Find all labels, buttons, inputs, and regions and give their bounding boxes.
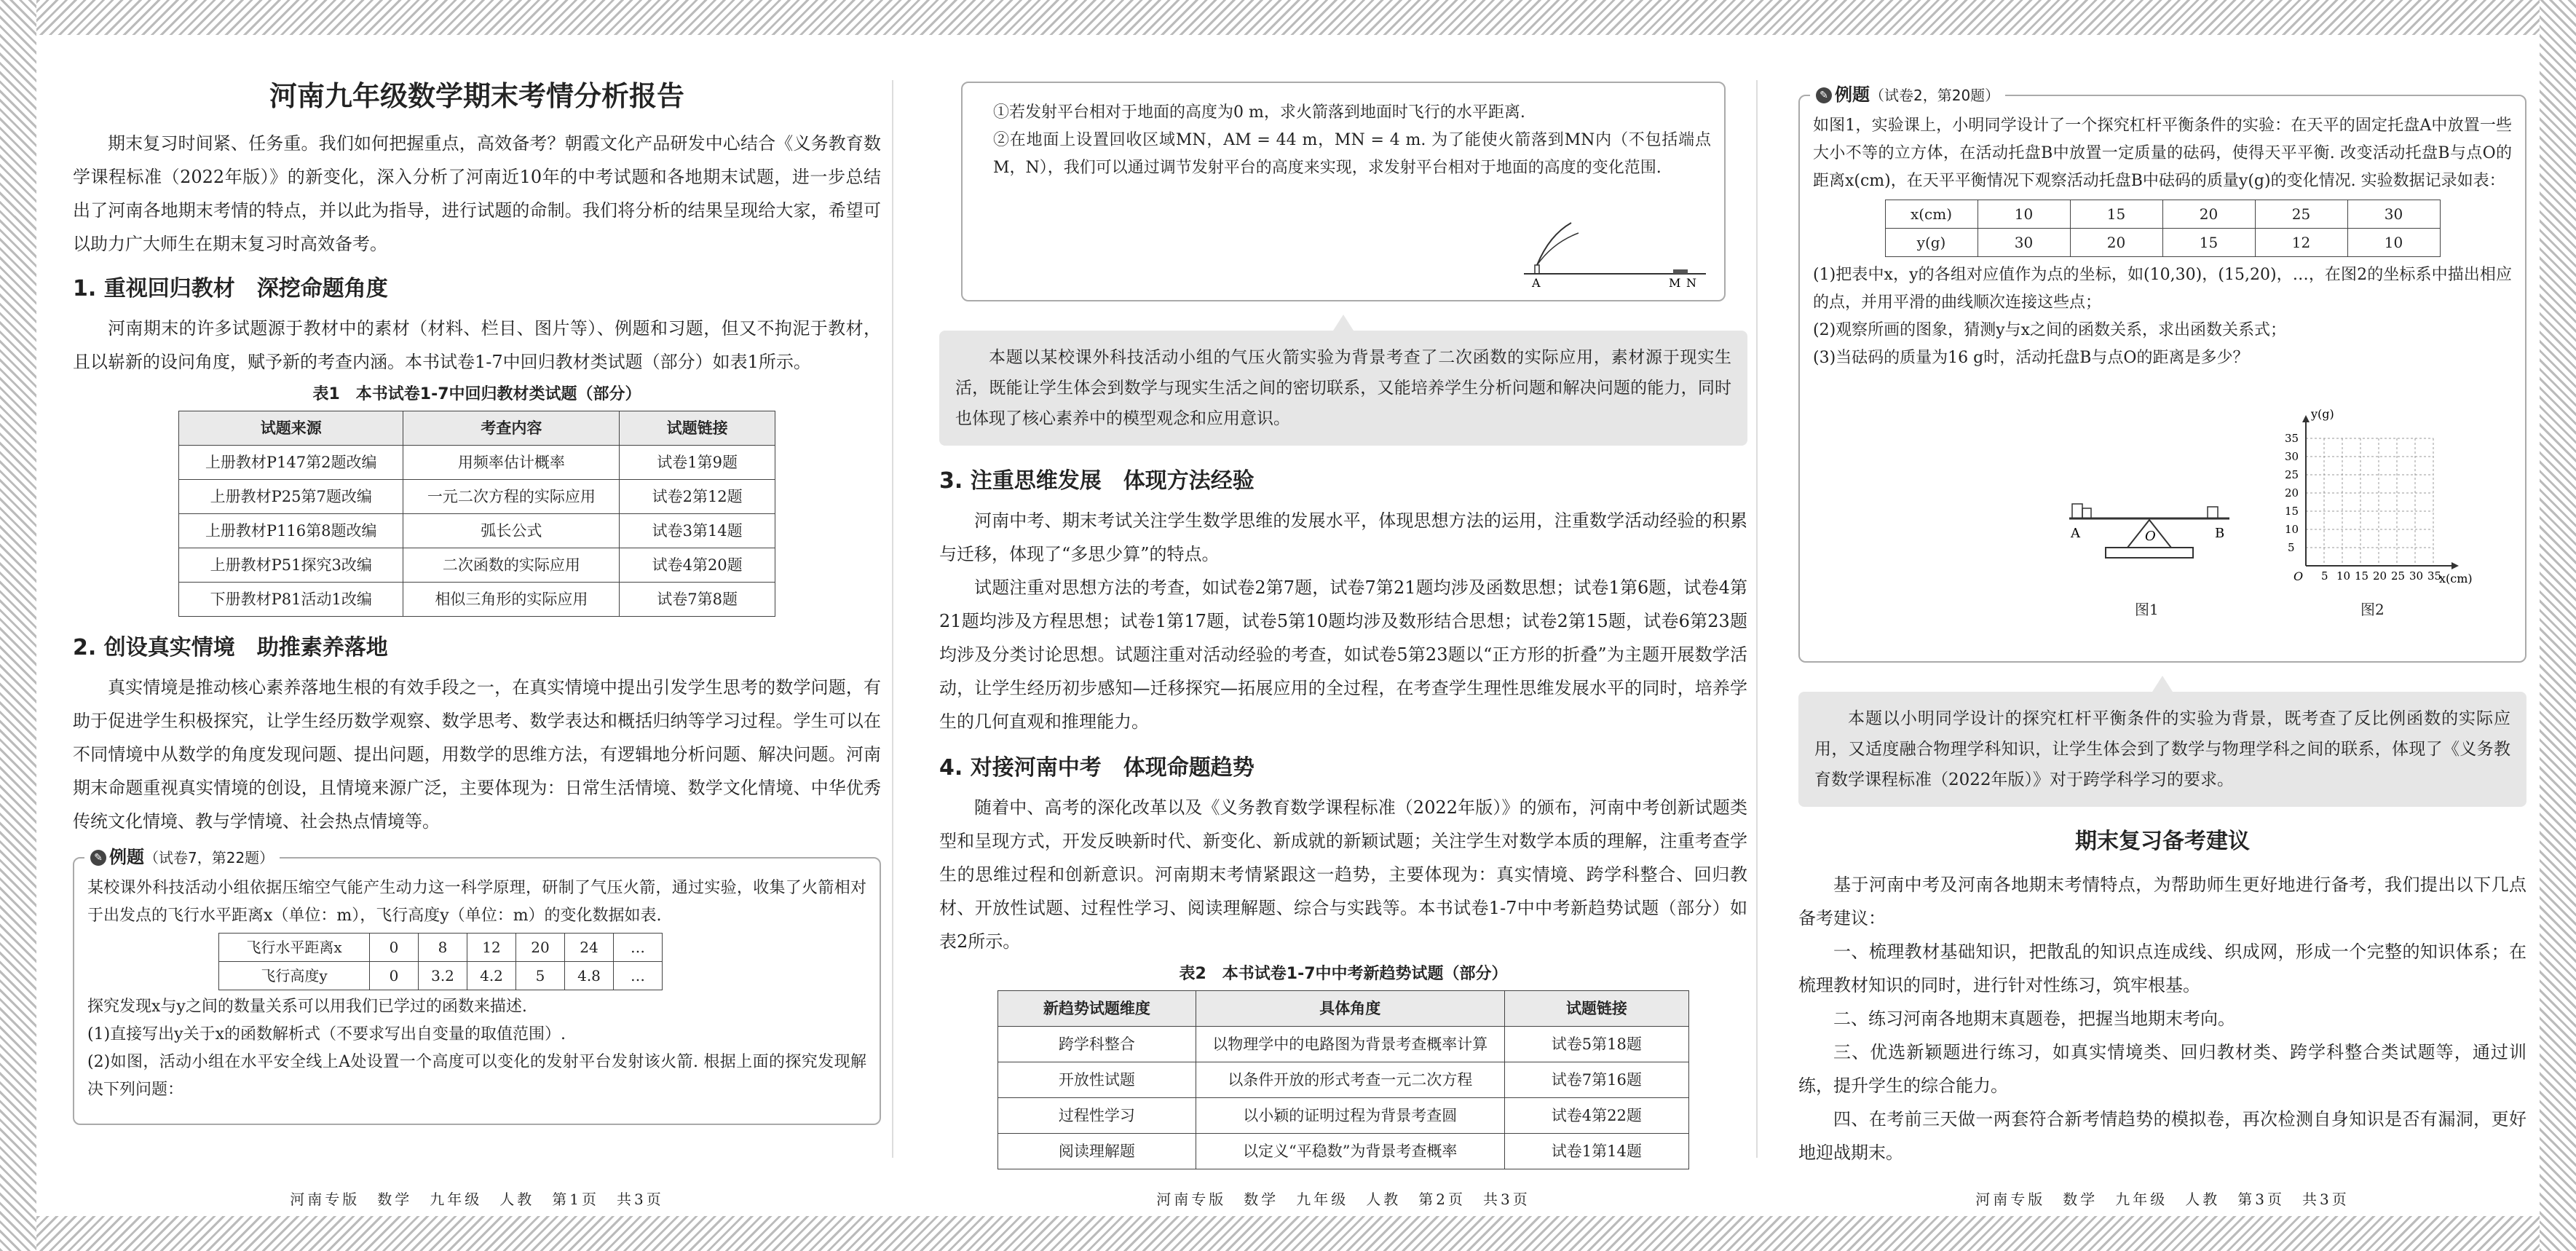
table-cell: 用频率估计概率 <box>403 446 620 480</box>
page-1-footer: 河南专版 数学 九年级 人教 第1页 共3页 <box>290 1191 664 1208</box>
example-tag <box>84 844 280 871</box>
rocket-data-table <box>218 933 663 990</box>
decorative-border-right <box>2540 0 2576 1251</box>
table-cell: 试卷1第9题 <box>620 446 775 480</box>
table-cell: 10 <box>1978 200 2070 229</box>
lever-balance-figure <box>2055 482 2244 584</box>
table-cell: 0 <box>370 934 419 962</box>
table-row <box>179 583 775 617</box>
table-cell: 4.2 <box>467 962 516 990</box>
table-cell: 上册教材P51探究3改编 <box>179 548 403 583</box>
review-advice-intro: 基于河南中考及河南各地期末考情特点，为帮助师生更好地进行备考，我们提出以下几点备考建议： <box>1798 875 2526 928</box>
example-label: 例题 <box>109 847 144 867</box>
example-icon: ✎ <box>1816 87 1832 103</box>
table-cell: 24 <box>565 934 614 962</box>
example-text: 某校课外科技活动小组依据压缩空气能产生动力这一科学原理，研制了气压火箭，通过实验，收集了火箭相对于出发点的飞行水平距离x（单位：m），飞行高度y（单位：m）的变化数据如表. <box>87 879 866 925</box>
table-cell: 飞行水平距离x <box>219 934 370 962</box>
lever-data-table <box>1885 200 2441 257</box>
table-header-row <box>998 991 1689 1027</box>
table-cell: 阅读理解题 <box>998 1134 1196 1169</box>
table-cell: 试卷4第20题 <box>620 548 775 583</box>
decorative-border-bottom <box>0 1216 2576 1251</box>
table-cell: 12 <box>2255 229 2347 257</box>
table-header: 试题来源 <box>179 411 403 446</box>
example-question-2: (2)观察所画的图象，猜测y与x之间的函数关系，求出函数关系式； <box>1813 321 2287 339</box>
decorative-border-left <box>0 0 36 1251</box>
table-1 <box>178 411 775 617</box>
table-cell: 上册教材P116第8题改编 <box>179 514 403 548</box>
review-advice-3: 三、优选新颖题进行练习，如真实情境类、回归教材类、跨学科整合类试题等，通过训练，提升学生的综合能力。 <box>1798 1042 2526 1096</box>
table-row <box>219 934 663 962</box>
example-commentary-note <box>939 331 1747 446</box>
table-cell: 以条件开放的形式考查一元二次方程 <box>1196 1062 1504 1098</box>
example-commentary-note <box>1798 692 2526 807</box>
table-row <box>219 962 663 990</box>
x-tick-label: 20 <box>2373 569 2387 583</box>
section-4-text: 随着中、高考的深化改革以及《义务教育数学课程标准（2022年版）》的颁布，河南中考创新试题类型和呈现方式，开发反映新时代、新变化、新成就的新颖试题；关注学生对数学本质的理解，注重考查学生的思维过程和创新意识。河南期末考情紧跟这一趋势，主要体现为：真实情境、跨学科整合、回归教材、开放性试题、过程性学习、阅读理解题、综合与实践等。本书试卷1-7中中考新趋势试题（部分）如表2所示。 <box>939 797 1747 952</box>
table-cell: 上册教材P25第7题改编 <box>179 480 403 514</box>
y-tick-label: 25 <box>2285 468 2299 481</box>
x-tick-label: 15 <box>2355 569 2369 583</box>
coordinate-grid-figure <box>2273 402 2492 599</box>
example-source: （试卷2，第20题） <box>1870 87 2000 104</box>
example-box-page-1 <box>73 847 881 1125</box>
table-cell: 20 <box>516 934 565 962</box>
table-cell: 下册教材P81活动1改编 <box>179 583 403 617</box>
section-3-paragraph-2: 试题注重对思想方法的考查，如试卷2第7题，试卷7第21题均涉及函数思想；试卷1第6题，试卷4第21题均涉及方程思想；试卷1第17题，试卷5第10题均涉及数形结合思想；试卷2第15题，试卷6第23题均涉及分类讨论思想。试题注重对活动经验的考查，如试卷5第23题以“正方形的折叠”为主题开展数学活动，让学生经历初步感知—迁移探究—拓展应用的全过程，在考查学生理性思维发展水平的同时，培养学生的几何直观和推理能力。 <box>939 577 1747 732</box>
trajectory-curve <box>1537 233 1579 265</box>
table-cell: 试卷4第22题 <box>1504 1098 1688 1134</box>
figure-2-caption: 图2 <box>2360 601 2385 618</box>
table-cell: 试卷2第12题 <box>620 480 775 514</box>
example-subquestion-1: ①若发射平台相对于地面的高度为0 m，求火箭落到地面时飞行的水平距离. <box>993 103 1525 122</box>
page-3 <box>1798 70 2526 1162</box>
table-cell: 试卷7第16题 <box>1504 1062 1688 1098</box>
tray-b-weight <box>2208 507 2218 518</box>
page-3-footer: 河南专版 数学 九年级 人教 第3页 共3页 <box>1975 1191 2350 1208</box>
example-question-1: (1)把表中x，y的各组对应值作为点的坐标，如(10,30)，(15,20)，…，在图2的坐标系中描出相应的点，并用平滑的曲线顺次连接这些点； <box>1813 266 2512 312</box>
x-tick-label: 35 <box>2427 569 2442 583</box>
table-cell: y(g) <box>1885 229 1978 257</box>
report-title: 河南九年级数学期末考情分析报告 <box>269 80 684 112</box>
grid-lines <box>2306 438 2433 566</box>
table-cell: 上册教材P147第2题改编 <box>179 446 403 480</box>
table-row <box>1885 229 2440 257</box>
table-cell: 相似三角形的实际应用 <box>403 583 620 617</box>
table-row <box>1885 200 2440 229</box>
table-cell: … <box>614 934 663 962</box>
table-cell: 3.2 <box>419 962 467 990</box>
origin-label: O <box>2293 569 2304 583</box>
decorative-border-top <box>0 0 2576 35</box>
table-cell: x(cm) <box>1885 200 1978 229</box>
table-cell: 试卷1第14题 <box>1504 1134 1688 1169</box>
table-cell: 试卷3第14题 <box>620 514 775 548</box>
fulcrum-o-label: O <box>2145 529 2156 544</box>
x-axis-arrow <box>2451 562 2459 569</box>
table-cell: 30 <box>2347 200 2440 229</box>
example-box-page-3 <box>1798 84 2526 663</box>
table-cell: 12 <box>467 934 516 962</box>
table-cell: 0 <box>370 962 419 990</box>
example-question-intro: 探究发现x与y之间的数量关系可以用我们已学过的函数来描述. <box>87 998 527 1016</box>
table-cell: 20 <box>2070 229 2162 257</box>
table-cell: 以物理学中的电路图为背景考查概率计算 <box>1196 1027 1504 1062</box>
table-cell: 30 <box>1978 229 2070 257</box>
point-m-label: M <box>1669 276 1681 290</box>
table-cell: 试卷7第8题 <box>620 583 775 617</box>
tray-a-cube <box>2082 508 2091 518</box>
commentary-text: 本题以小明同学设计的探究杠杆平衡条件的实验为背景，既考查了反比例函数的实际应用，又适度融合物理学科知识，让学生体会到了数学与物理学科之间的联系，体现了《义务教育数学课程标准（2022年版）》对于跨学科学习的要求。 <box>1814 709 2510 789</box>
table-row <box>998 1027 1689 1062</box>
table-row <box>998 1062 1689 1098</box>
tray-a-label: A <box>2071 526 2080 541</box>
table-cell: 开放性试题 <box>998 1062 1196 1098</box>
point-a-label: A <box>1532 276 1541 290</box>
section-2-text: 真实情境是推动核心素养落地生根的有效手段之一，在真实情境中提出引发学生思考的数学问题，有助于促进学生积极探究，让学生经历数学观察、数学思考、数学表达和概括归纳等学习过程。学生可以在不同情境中从数学的角度发现问题、提出问题，用数学的思维方法，有逻辑地分析问题、解决问题。河南期末命题重视真实情境的创设，且情境来源广泛，主要体现为：日常生活情境、数学文化情境、中华优秀传统文化情境、教与学情境、社会热点情境等。 <box>73 677 881 832</box>
example-question-3: (3)当砝码的质量为16 g时，活动托盘B与点O的距离是多少？ <box>1813 349 2249 367</box>
section-2-heading: 2. 创设真实情境 助推素养落地 <box>73 635 388 660</box>
y-tick-label: 20 <box>2285 486 2299 500</box>
x-tick-label: 5 <box>2321 569 2328 583</box>
table-header: 考查内容 <box>403 411 620 446</box>
table-row <box>179 514 775 548</box>
table-cell: 20 <box>2162 200 2255 229</box>
x-tick-label: 30 <box>2409 569 2424 583</box>
page-2-footer: 河南专版 数学 九年级 人教 第2页 共3页 <box>1156 1191 1530 1208</box>
table-cell: 过程性学习 <box>998 1098 1196 1134</box>
section-3-paragraph-1: 河南中考、期末考试关注学生数学思维的发展水平，体现思想方法的运用，注重数学活动经验的积累与迁移，体现了“多思少算”的特点。 <box>939 510 1747 564</box>
table-cell: 25 <box>2255 200 2347 229</box>
table-row <box>998 1134 1689 1169</box>
table-row <box>179 446 775 480</box>
example-text: 如图1，实验课上，小明同学设计了一个探究杠杆平衡条件的实验：在天平的固定托盘A中放置一些大小不等的立方体，在活动托盘B中放置一定质量的砝码，使得天平平衡. 改变活动托盘B与点O的距离x(cm)，在天平平衡情况下观察活动托盘B中砝码的质量y(g)的变化情况. 实验数据记录如表： <box>1813 117 2512 190</box>
table-cell: 10 <box>2347 229 2440 257</box>
x-tick-label: 25 <box>2391 569 2406 583</box>
example-subquestion-2: ②在地面上设置回收区域MN，AM = 44 m，MN = 4 m. 为了能使火箭落到MN内（不包括端点M，N），我们可以通过调节发射平台的高度来实现，求发射平台相对于地面的高度的变化范围. <box>993 131 1711 177</box>
example-icon: ✎ <box>90 850 106 866</box>
table-header: 具体角度 <box>1196 991 1504 1027</box>
tray-b-label: B <box>2215 526 2225 541</box>
table-cell: 15 <box>2070 200 2162 229</box>
page-2 <box>939 70 1747 1162</box>
table-cell: 15 <box>2162 229 2255 257</box>
example-label: 例题 <box>1835 84 1870 105</box>
table-cell: 5 <box>516 962 565 990</box>
section-3-heading: 3. 注重思维发展 体现方法经验 <box>939 468 1255 494</box>
table-cell: 飞行高度y <box>219 962 370 990</box>
table-2-caption: 表2 本书试卷1-7中中考新趋势试题（部分） <box>1179 965 1508 983</box>
y-tick-label: 5 <box>2288 541 2295 554</box>
recovery-zone <box>1673 269 1688 274</box>
table-header: 试题链接 <box>1504 991 1688 1027</box>
table-2 <box>997 990 1689 1169</box>
example-question-2: (2)如图，活动小组在水平安全线上A处设置一个高度可以变化的发射平台发射该火箭. 根据上面的探究发现解决下列问题： <box>87 1053 866 1099</box>
intro-paragraph: 期末复习时间紧、任务重。我们如何把握重点，高效备考？朝霞文化产品研发中心结合《义务教育数学课程标准（2022年版）》的新变化，深入分析了河南近10年的中考试题和各地期末试题，进一步总结出了河南各地期末考情的特点，并以此为指导，进行试题的命制。我们将分析的结果呈现给大家，希望可以助力广大师生在期末复习时高效备考。 <box>73 133 881 254</box>
y-axis-label: y(g) <box>2311 407 2334 421</box>
table-cell: 弧长公式 <box>403 514 620 548</box>
table-cell: 一元二次方程的实际应用 <box>403 480 620 514</box>
section-4-heading: 4. 对接河南中考 体现命题趋势 <box>939 755 1255 781</box>
x-tick-label: 10 <box>2336 569 2351 583</box>
table-cell: 8 <box>419 934 467 962</box>
table-cell: 4.8 <box>565 962 614 990</box>
lever-base <box>2106 548 2193 558</box>
tray-a-cube <box>2072 504 2082 518</box>
table-cell: 以小颖的证明过程为背景考查圆 <box>1196 1098 1504 1134</box>
example-tag <box>1810 82 2005 108</box>
review-advice-4: 四、在考前三天做一两套符合新考情趋势的模拟卷，再次检测自身知识是否有漏洞，更好地迎战期末。 <box>1798 1109 2526 1163</box>
figure-1-caption: 图1 <box>2135 601 2159 618</box>
x-axis-label: x(cm) <box>2439 572 2473 585</box>
table-1-caption: 表1 本书试卷1-7中回归教材类试题（部分） <box>312 385 641 403</box>
section-1-heading: 1. 重视回归教材 深挖命题角度 <box>73 276 388 301</box>
table-cell: 跨学科整合 <box>998 1027 1196 1062</box>
example-continued-box <box>961 82 1726 301</box>
y-tick-label: 10 <box>2285 523 2299 536</box>
y-tick-label: 15 <box>2285 505 2299 518</box>
table-cell: … <box>614 962 663 990</box>
review-advice-2: 二、练习河南各地期末真题卷，把握当地期末考向。 <box>1833 1009 2235 1029</box>
column-divider <box>1756 80 1758 1158</box>
table-header-row <box>179 411 775 446</box>
page-1 <box>73 70 881 1162</box>
y-tick-label: 35 <box>2285 432 2299 445</box>
example-source: （试卷7，第22题） <box>144 849 274 867</box>
table-header: 新趋势试题维度 <box>998 991 1196 1027</box>
section-1-text: 河南期末的许多试题源于教材中的素材（材料、栏目、图片等）、例题和习题，但又不拘泥于教材，且以崭新的设问角度，赋予新的考查内涵。本书试卷1-7中回归教材类试题（部分）如表1所示。 <box>73 318 881 372</box>
table-cell: 以定义“平稳数”为背景考查概率 <box>1196 1134 1504 1169</box>
commentary-text: 本题以某校课外科技活动小组的气压火箭实验为背景考查了二次函数的实际应用，素材源于现实生活，既能让学生体会到数学与现实生活之间的密切联系，又能培养学生分析问题和解决问题的能力，同时也体现了核心素养中的模型观念和应用意识。 <box>955 348 1731 428</box>
column-divider <box>892 80 893 1158</box>
table-cell: 二次函数的实际应用 <box>403 548 620 583</box>
review-advice-heading: 期末复习备考建议 <box>2075 829 2250 854</box>
table-row <box>179 480 775 514</box>
table-cell: 试卷5第18题 <box>1504 1027 1688 1062</box>
rocket-trajectory-figure <box>1520 217 1710 290</box>
launch-platform <box>1535 265 1539 274</box>
y-tick-label: 30 <box>2285 450 2299 463</box>
review-advice-1: 一、梳理教材基础知识，把散乱的知识点连成线、织成网，形成一个完整的知识体系；在梳理教材知识的同时，进行针对性练习，筑牢根基。 <box>1798 942 2526 995</box>
table-row <box>179 548 775 583</box>
table-row <box>998 1098 1689 1134</box>
table-header: 试题链接 <box>620 411 775 446</box>
y-axis-arrow <box>2302 415 2310 422</box>
example-question-1: (1)直接写出y关于x的函数解析式（不要求写出自变量的取值范围）. <box>87 1025 566 1043</box>
point-n-label: N <box>1686 276 1696 290</box>
